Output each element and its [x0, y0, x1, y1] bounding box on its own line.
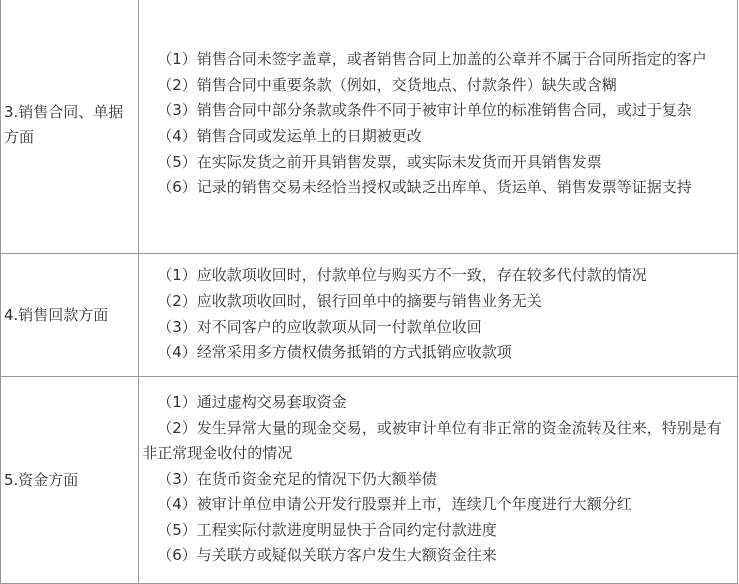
- list-item: （1）销售合同未签字盖章，或者销售合同上加盖的公章并不属于合同所指定的客户: [157, 50, 707, 69]
- list-item: （4）经常采用多方债权债务抵销的方式抵销应收款项: [157, 343, 512, 362]
- list-item: （1）应收款项收回时，付款单位与购买方不一致，存在较多代付款的情况: [157, 266, 647, 285]
- items-cell-sales-collection: [139, 254, 738, 377]
- list-item: （3）对不同客户的应收款项从同一付款单位收回: [157, 317, 482, 336]
- table-row: [1, 0, 738, 254]
- list-item: （6）记录的销售交易未经恰当授权或缺乏出库单、货运单、销售发票等证据支持: [157, 178, 692, 197]
- category-cell-funds: 5.资金方面: [1, 377, 139, 584]
- list-item: （2）发生异常大量的现金交易，或被审计单位有非正常的资金流转及往来，特别是有非正常现金收付的情况: [142, 418, 722, 463]
- list-item: （3）在货币资金充足的情况下仍大额举债: [157, 469, 437, 488]
- table-row: [1, 377, 738, 584]
- list-item: （4）销售合同或发运单上的日期被更改: [157, 127, 422, 145]
- items-cell-funds: [139, 377, 738, 584]
- list-item: （1）通过虚构交易套取资金: [157, 392, 347, 411]
- list-item: （2）销售合同中重要条款（例如，交货地点、付款条件）缺失或含糊: [157, 75, 617, 94]
- table-row: [1, 254, 738, 377]
- category-cell-sales-collection: 4.销售回款方面: [1, 254, 139, 377]
- list-item: （3）销售合同中部分条款或条件不同于被审计单位的标准销售合同，或过于复杂: [157, 101, 692, 120]
- list-item: （5）工程实际付款进度明显快于合同约定付款进度: [157, 520, 497, 539]
- category-cell-sales-contract: 3.销售合同、单据方面: [1, 0, 139, 254]
- list-item: （2）应收款项收回时，银行回单中的摘要与销售业务无关: [157, 291, 542, 310]
- list-item: （4）被审计单位申请公开发行股票并上市，连续几个年度进行大额分红: [157, 495, 632, 514]
- items-cell-sales-contract: [139, 0, 738, 254]
- list-item: （5）在实际发货之前开具销售发票，或实际未发货而开具销售发票: [157, 152, 602, 171]
- list-item: （6）与关联方或疑似关联方客户发生大额资金往来: [157, 546, 497, 565]
